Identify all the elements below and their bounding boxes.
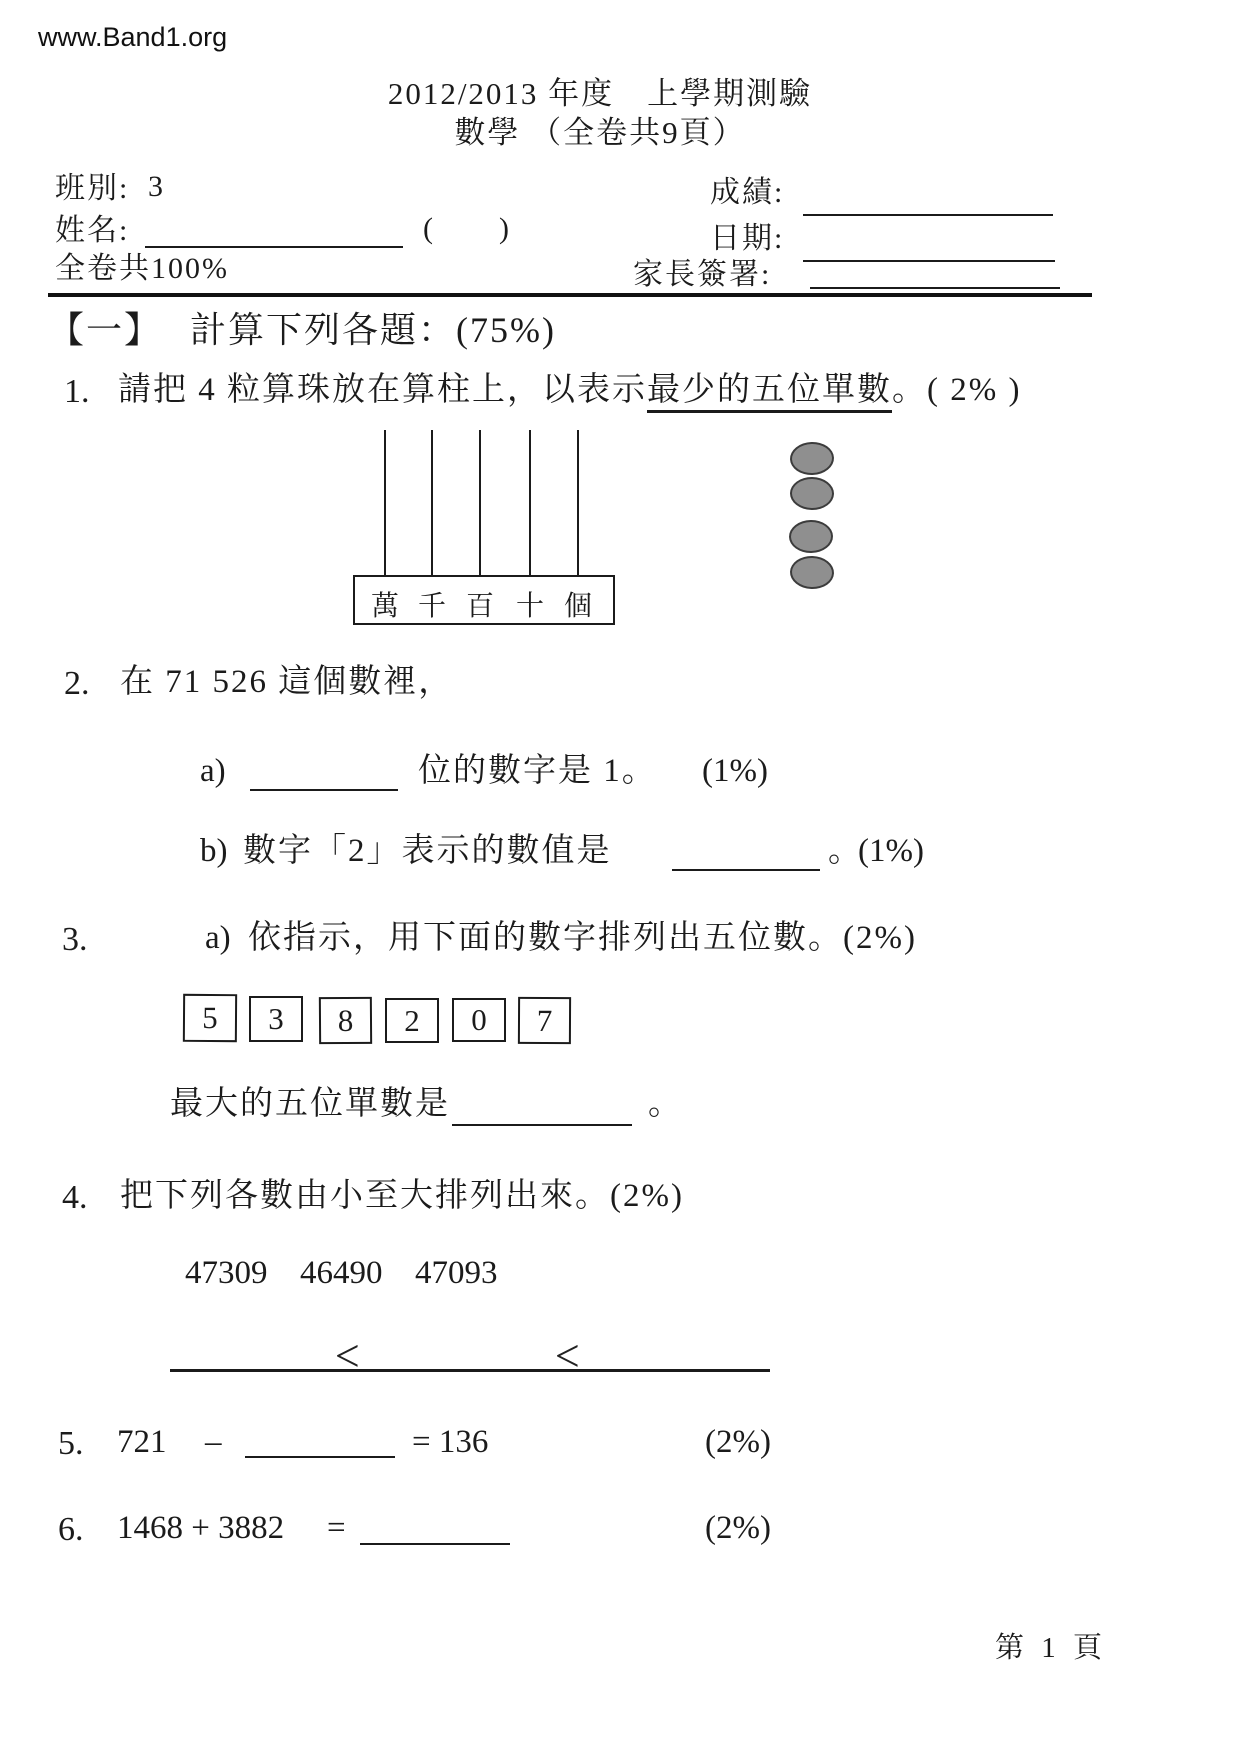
q6-marks: (2%) <box>705 1510 771 1546</box>
site-watermark: www.Band1.org <box>38 22 228 52</box>
abacus-label-bai: 百 <box>465 591 495 622</box>
section1-heading <box>48 310 556 351</box>
q4-value-2: 46490 <box>300 1255 383 1291</box>
exam-title-line2: 數學 （全卷共9頁） <box>454 115 746 150</box>
q2b-text: 數字「2」表示的數值是 <box>243 833 612 869</box>
abacus-bead <box>790 477 835 511</box>
digit-box: 2 <box>385 998 439 1043</box>
class-label: 班別: <box>55 172 130 205</box>
parent-signature-blank <box>810 287 1060 289</box>
q1-text-underlined: 最少的五位單數 <box>647 372 892 413</box>
q2b-marks: (1%) <box>858 833 924 869</box>
abacus-rod <box>479 430 481 575</box>
q5-number: 5. <box>58 1425 84 1462</box>
q4-answer-line <box>170 1369 770 1372</box>
q4-number: 4. <box>62 1179 88 1216</box>
page-number: 第 1 頁 <box>995 1632 1108 1664</box>
q2a-marks: (1%) <box>702 753 768 789</box>
q3-answer-text: 最大的五位單數是 <box>170 1086 450 1122</box>
abacus-bead <box>789 441 834 476</box>
q5-blank <box>245 1456 395 1458</box>
q3-answer-period: 。 <box>648 1086 681 1122</box>
digit-box: 7 <box>518 997 571 1044</box>
abacus-rod <box>431 430 433 575</box>
q2b-blank <box>672 869 820 871</box>
q3-number: 3. <box>62 921 88 958</box>
parent-signature-label: 家長簽署: <box>633 258 772 291</box>
q5-marks: (2%) <box>705 1424 771 1460</box>
q2a-blank <box>250 789 398 791</box>
name-blank <box>145 246 403 248</box>
section1-title: 計算下列各題：(75%) <box>190 310 556 350</box>
total-marks-label: 全卷共100% <box>55 252 229 285</box>
exam-title-line1: 2012/2013 年度 上學期測驗 <box>387 76 813 111</box>
abacus-rod <box>529 430 531 575</box>
digit-box: 0 <box>452 998 506 1042</box>
q3-answer-blank <box>452 1124 632 1126</box>
less-than-sign: < <box>334 1329 360 1382</box>
q6-equals: = <box>327 1510 346 1546</box>
q2b-period: 。 <box>828 833 861 869</box>
q1-number: 1. <box>64 373 90 410</box>
q5-operator: – <box>205 1424 222 1460</box>
score-blank <box>803 214 1053 216</box>
q5-operand: 721 <box>117 1424 167 1460</box>
q6-number: 6. <box>58 1511 84 1548</box>
q3a-label: a) <box>205 920 231 956</box>
q4-text: 把下列各數由小至大排列出來。(2%) <box>120 1178 684 1214</box>
abacus-label-shi: 十 <box>515 591 545 622</box>
q1-text-after: 。( 2% ) <box>892 372 1022 408</box>
q6-expression: 1468 + 3882 <box>117 1510 285 1546</box>
q1-text <box>118 372 1021 410</box>
digit-box: 5 <box>183 994 237 1042</box>
q3a-text: 依指示，用下面的數字排列出五位數。(2%) <box>248 920 917 956</box>
date-label: 日期: <box>710 222 785 255</box>
abacus-rod <box>577 430 579 575</box>
header-divider <box>48 293 1092 297</box>
q2b-label: b) <box>200 833 228 869</box>
q2a-text: 位的數字是 1。 <box>418 753 657 789</box>
class-value: 3 <box>148 170 165 203</box>
q4-value-1: 47309 <box>185 1255 268 1291</box>
abacus-bead <box>789 555 834 590</box>
q2-text: 在 71 526 這個數裡， <box>120 664 454 700</box>
q4-value-3: 47093 <box>415 1255 498 1291</box>
digit-box: 3 <box>249 996 303 1042</box>
date-blank <box>803 260 1055 262</box>
q5-result: = 136 <box>412 1424 489 1460</box>
q2a-label: a) <box>200 753 226 789</box>
abacus-label-ge: 個 <box>563 591 593 622</box>
less-than-sign: < <box>554 1329 580 1382</box>
section1-bracket: 【一】 <box>48 310 163 350</box>
score-label: 成績: <box>710 176 785 209</box>
digit-box: 8 <box>319 997 372 1044</box>
q1-text-before: 請把 4 粒算珠放在算柱上，以表示 <box>118 372 647 408</box>
q6-blank <box>360 1543 510 1545</box>
abacus-label-wan: 萬 <box>370 591 400 622</box>
abacus-bead <box>789 520 834 554</box>
abacus-label-qian: 千 <box>417 591 447 622</box>
q2-number: 2. <box>64 665 90 702</box>
abacus-rod <box>384 430 386 575</box>
name-paren: ( ) <box>423 212 511 245</box>
name-label: 姓名: <box>55 214 130 247</box>
